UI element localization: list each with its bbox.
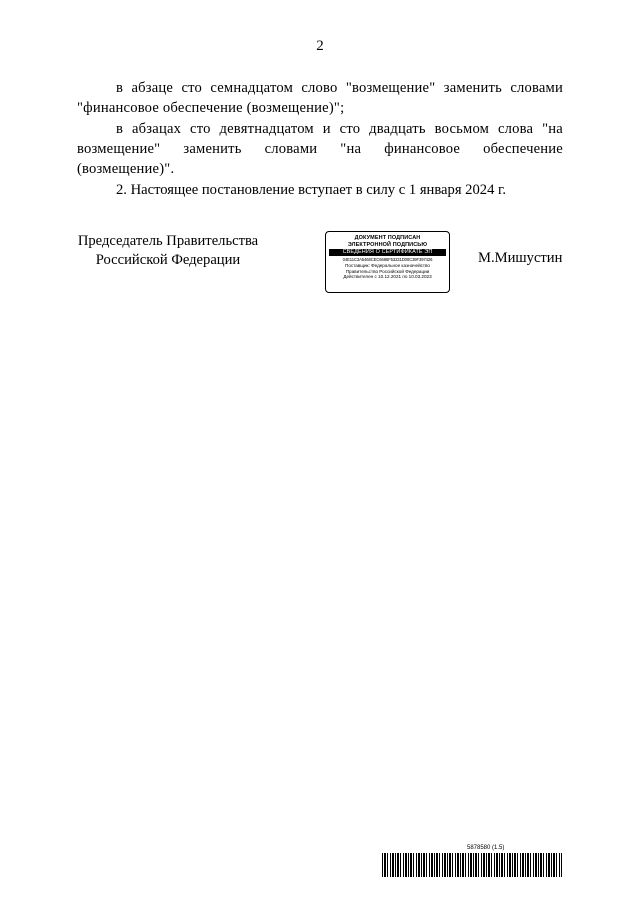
paragraph-3: 2. Настоящее постановление вступает в силу с 1 января 2024 г. [116,182,506,198]
barcode-icon [382,853,562,877]
signatory-position-line2: Российской Федерации [95,252,241,268]
stamp-certificate-header: СВЕДЕНИЯ О СЕРТИФИКАТЕ ЭП [329,249,446,256]
stamp-validity: Действителен с 10.12.2021 по 10.03.2023 [343,274,432,280]
page-number: 2 [316,38,324,54]
signer-name: М.Мишустин [478,250,563,266]
stamp-issuer: Поставщик: Федеральное казначейство [345,263,430,268]
document-code: 5878580 (1.5) [467,845,505,851]
stamp-title-line1: ДОКУМЕНТ ПОДПИСАН [354,235,421,241]
stamp-title-line2: ЭЛЕКТРОННОЙ ПОДПИСЬЮ [347,241,428,248]
signatory-position [0,232,350,270]
paragraph-1: в абзаце сто семнадцатом слово "возмещение" заменить словами "финансовое обеспечение (возмещение)"; [77,80,563,116]
document-body [77,78,563,201]
stamp-serial: 04E11C3A5468CEC6686F53231D00C39F397426 [342,257,433,262]
electronic-signature-stamp [325,231,450,293]
signatory-position-line1: Председатель Правительства [77,233,259,249]
paragraph-2: в абзацах сто девятнадцатом и сто двадцать восьмом слова "на возмещение" заменить словами "на финансовое обеспечение (возмещение)". [77,121,563,177]
stamp-owner: Правительство Российской Федерации [345,268,430,274]
